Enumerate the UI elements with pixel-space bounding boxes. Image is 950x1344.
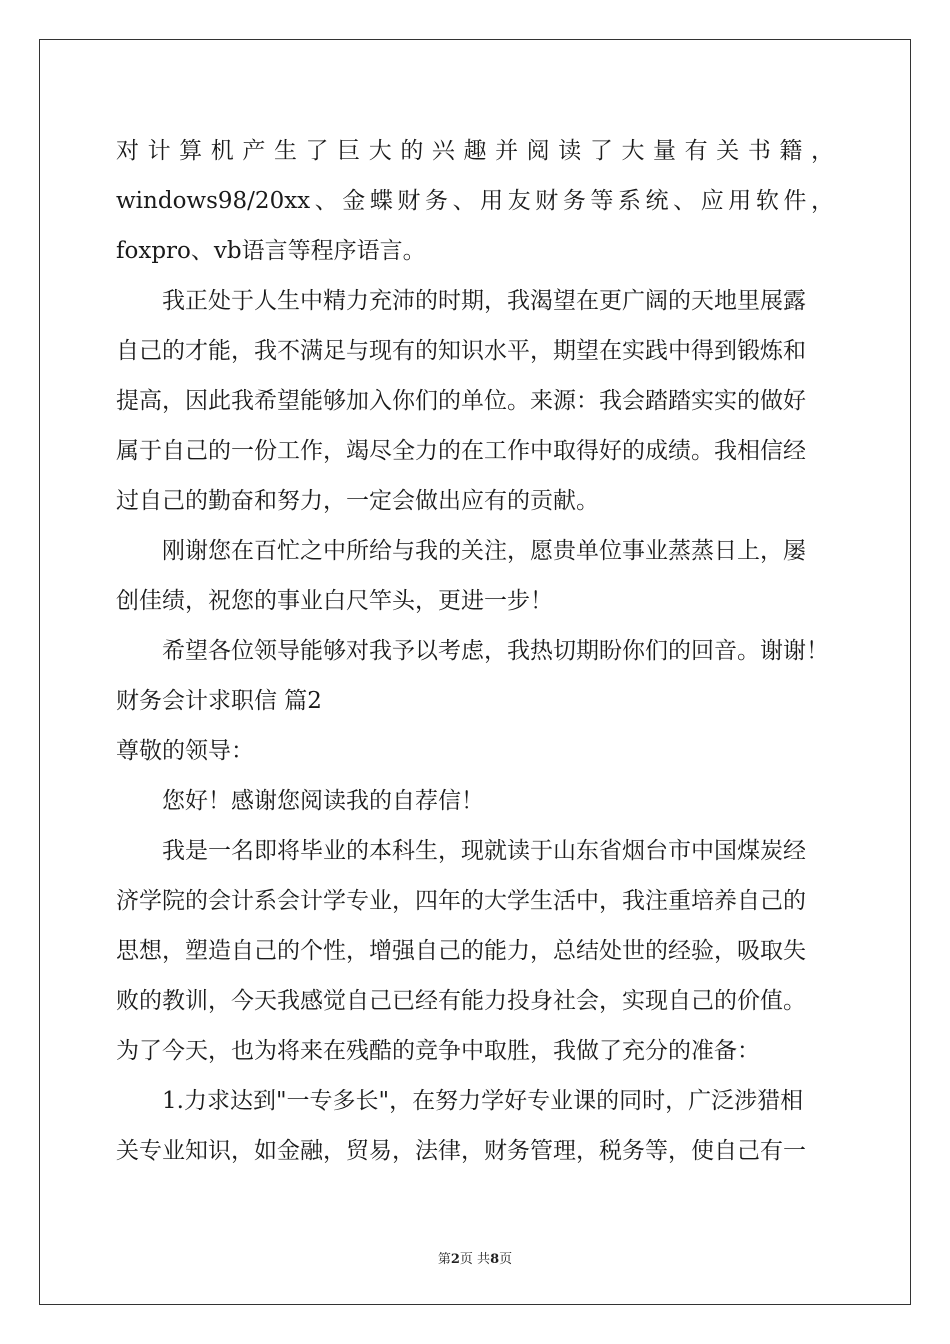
paragraph-line: 属于自己的一份工作，竭尽全力的在工作中取得好的成绩。我相信经 xyxy=(116,438,806,464)
paragraph-line: 自己的才能，我不满足与现有的知识水平，期望在实践中得到锻炼和 xyxy=(116,338,806,364)
paragraph-line: 我是一名即将毕业的本科生，现就读于山东省烟台市中国煤炭经 xyxy=(162,838,806,864)
paragraph-line: 过自己的勤奋和努力，一定会做出应有的贡献。 xyxy=(116,488,599,514)
greeting-line: 您好！感谢您阅读我的自荐信！ xyxy=(162,788,484,814)
paragraph-line: 刚谢您在百忙之中所给与我的关注，愿贵单位事业蒸蒸日上，屡 xyxy=(162,538,806,564)
paragraph-line: foxpro、vb语言等程序语言。 xyxy=(116,238,426,264)
current-page-number: 2 xyxy=(450,1252,460,1267)
paragraph-line: 1.力求达到"一专多长"，在努力学好专业课的同时，广泛涉猎相 xyxy=(162,1088,804,1114)
paragraph-line: 关专业知识，如金融，贸易，法律，财务管理，税务等，使自己有一 xyxy=(116,1138,806,1164)
paragraph-line: windows98/20xx、金蝶财务、用友财务等系统、应用软件， xyxy=(116,188,834,214)
page-number-prefix: 第 xyxy=(437,1252,451,1267)
paragraph-line: 希望各位领导能够对我予以考虑，我热切期盼你们的回音。谢谢！ xyxy=(162,638,829,664)
total-page-count: 8 xyxy=(490,1252,500,1267)
page-number-suffix: 页 xyxy=(499,1252,513,1267)
page-footer xyxy=(0,1248,950,1267)
paragraph-line: 济学院的会计系会计学专业，四年的大学生活中，我注重培养自己的 xyxy=(116,888,806,914)
section-heading: 财务会计求职信 篇2 xyxy=(116,688,322,714)
paragraph-line: 败的教训，今天我感觉自己已经有能力投身社会，实现自己的价值。 xyxy=(116,988,806,1014)
salutation: 尊敬的领导： xyxy=(116,738,254,764)
paragraph-line: 提高，因此我希望能够加入你们的单位。来源：我会踏踏实实的做好 xyxy=(116,388,806,414)
paragraph-line: 对计算机产生了巨大的兴趣并阅读了大量有关书籍， xyxy=(116,138,834,164)
paragraph-line: 创佳绩，祝您的事业白尺竿头，更进一步！ xyxy=(116,588,553,614)
paragraph-line: 我正处于人生中精力充沛的时期，我渴望在更广阔的天地里展露 xyxy=(162,288,806,314)
page-number-mid: 页 共 xyxy=(459,1252,491,1267)
paragraph-line: 思想，塑造自己的个性，增强自己的能力，总结处世的经验，吸取失 xyxy=(116,938,806,964)
document-body xyxy=(116,126,834,1176)
paragraph-line: 为了今天，也为将来在残酷的竞争中取胜，我做了充分的准备： xyxy=(116,1038,760,1064)
